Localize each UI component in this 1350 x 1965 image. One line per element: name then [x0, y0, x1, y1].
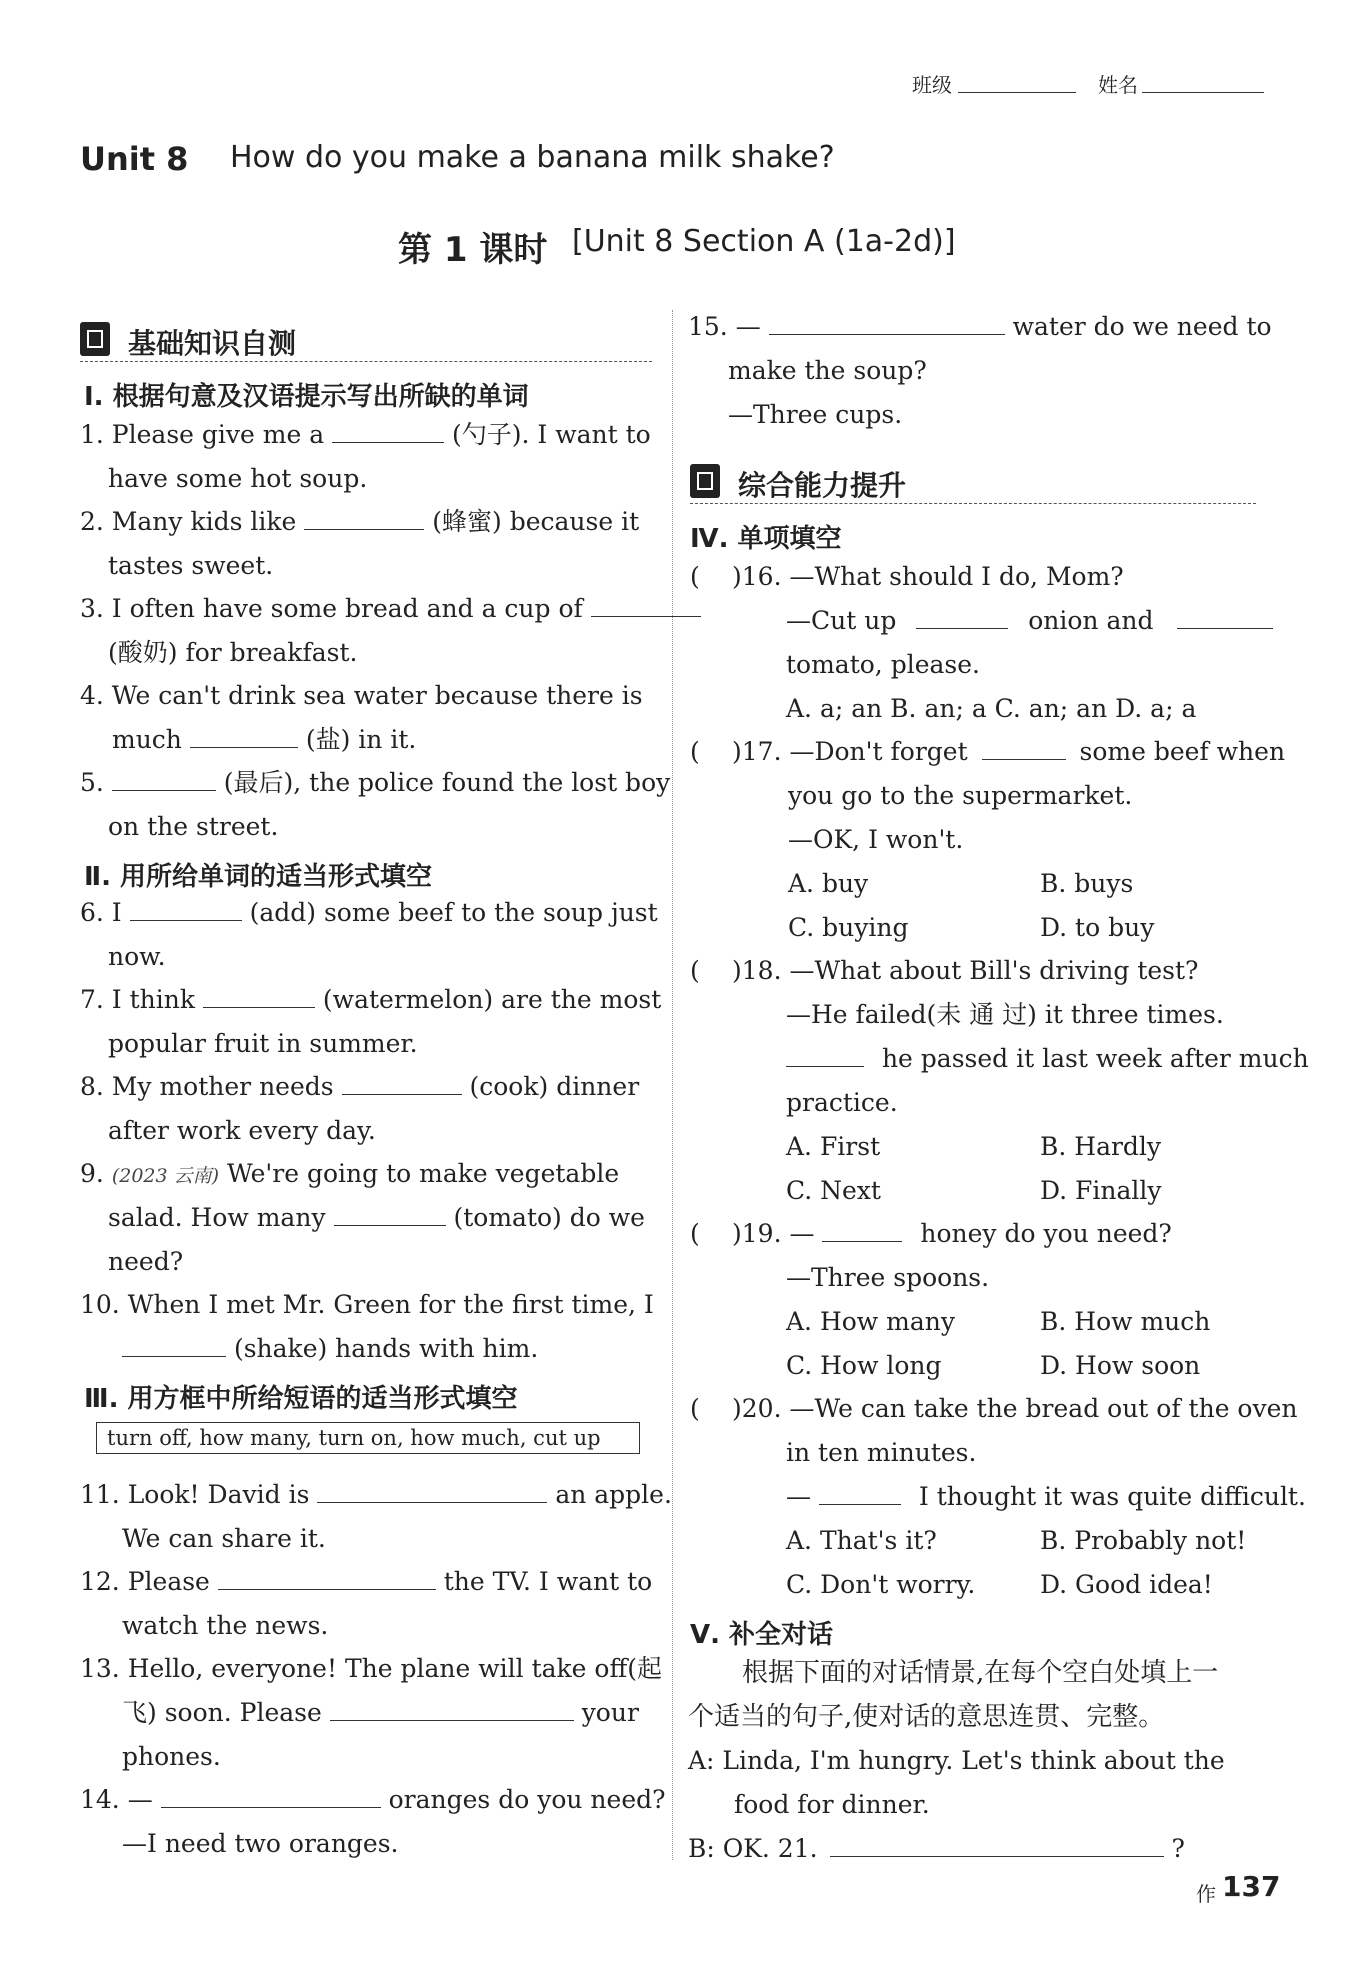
q13-line3: phones.	[122, 1742, 221, 1771]
q17-option-c: C. buying	[788, 913, 909, 942]
q9-blank[interactable]	[334, 1224, 446, 1226]
column-divider	[672, 310, 673, 1860]
q9-text2: salad. How many	[108, 1203, 326, 1232]
q9-line3: need?	[108, 1247, 184, 1276]
q19-text2: honey do you need?	[920, 1219, 1172, 1248]
q17-option-b: B. buys	[1040, 869, 1134, 898]
q10-line2	[122, 1334, 538, 1364]
q17-option-d: D. to buy	[1040, 913, 1155, 942]
q8-line2: after work every day.	[108, 1116, 376, 1145]
q15-line3: —Three cups.	[728, 400, 903, 429]
q21-blank[interactable]	[830, 1855, 1164, 1857]
q13-text2: your	[581, 1698, 639, 1727]
q7-blank[interactable]	[203, 1006, 315, 1008]
q17-paren[interactable]: (	[690, 737, 700, 766]
divider	[80, 360, 652, 362]
phrase-box: turn off, how many, turn on, how much, cut up	[96, 1422, 640, 1454]
q12-text: 12. Please	[80, 1567, 210, 1596]
q14-blank[interactable]	[161, 1806, 381, 1808]
q1-line2: have some hot soup.	[108, 464, 368, 493]
q14-line1	[80, 1785, 666, 1815]
q11-line1	[80, 1480, 672, 1510]
q5-line1	[80, 768, 670, 798]
dialog-a1: A: Linda, I'm hungry. Let's think about the	[688, 1746, 1225, 1775]
part5-title: Ⅴ. 补全对话	[690, 1620, 834, 1650]
q16-blank1[interactable]	[916, 627, 1008, 629]
q20-text: I thought it was quite difficult.	[918, 1482, 1306, 1511]
q14-line2: —I need two oranges.	[122, 1829, 399, 1858]
q17-line2: you go to the supermarket.	[788, 781, 1133, 810]
q13-text: 飞) soon. Please	[122, 1698, 322, 1727]
q15-line1	[688, 312, 1272, 342]
q18-paren[interactable]: (	[690, 956, 700, 985]
q3-line2: (酸奶) for breakfast.	[108, 638, 358, 667]
q20-paren[interactable]: (	[690, 1394, 700, 1423]
q15-blank[interactable]	[769, 333, 1005, 335]
q9-hint: (tomato) do we	[453, 1203, 645, 1232]
q13-blank[interactable]	[330, 1719, 574, 1721]
q11-blank[interactable]	[317, 1501, 547, 1503]
dialog-a2: food for dinner.	[734, 1790, 930, 1819]
q11-line2: We can share it.	[122, 1524, 326, 1553]
q2-blank[interactable]	[304, 528, 424, 530]
q7-line1	[80, 985, 661, 1015]
q19-option-b: B. How much	[1040, 1307, 1211, 1336]
q10-line1: 10. When I met Mr. Green for the first time, I	[80, 1290, 654, 1319]
q1-line1	[80, 420, 651, 450]
q15-text2: water do we need to	[1012, 312, 1272, 341]
q18-line3	[786, 1044, 1309, 1074]
q7-hint: (watermelon) are the most	[322, 985, 662, 1014]
q19-line2: —Three spoons.	[786, 1263, 990, 1292]
q18-option-d: D. Finally	[1040, 1176, 1162, 1205]
section-icon	[80, 322, 110, 356]
q6-hint: (add) some beef to the soup just	[249, 898, 658, 927]
q2-line2: tastes sweet.	[108, 551, 274, 580]
page-prefix: 作	[1196, 1882, 1216, 1906]
q3-blank[interactable]	[591, 615, 701, 617]
q19-line1	[732, 1219, 1172, 1249]
q4-text: much	[112, 725, 182, 754]
q18-text: he passed it last week after much	[881, 1044, 1309, 1073]
q6-line1	[80, 898, 658, 928]
q8-line1	[80, 1072, 639, 1102]
q19-option-a: A. How many	[786, 1307, 955, 1336]
q20-line1: )20. —We can take the bread out of the oven	[732, 1394, 1298, 1423]
q6-text: 6. I	[80, 898, 122, 927]
q17-text2: some beef when	[1079, 737, 1286, 766]
part4-title: Ⅳ. 单项填空	[690, 524, 842, 554]
part1-title: Ⅰ. 根据句意及汉语提示写出所缺的单词	[84, 382, 529, 412]
q11-text: 11. Look! David is	[80, 1480, 310, 1509]
q15-text: 15. —	[688, 312, 761, 341]
q20-line3	[786, 1482, 1306, 1512]
q20-option-a: A. That's it?	[786, 1526, 937, 1555]
q18-option-b: B. Hardly	[1040, 1132, 1162, 1161]
lesson-subtitle: [Unit 8 Section A (1a-2d)]	[572, 224, 956, 259]
unit-title: How do you make a banana milk shake?	[230, 140, 835, 175]
q19-blank[interactable]	[822, 1240, 902, 1242]
q16-paren[interactable]: (	[690, 562, 700, 591]
q20-blank[interactable]	[819, 1503, 901, 1505]
q1-hint: (勺子). I want to	[452, 420, 651, 449]
q17-text: )17. —Don't forget	[732, 737, 968, 766]
section1-title: 基础知识自测	[128, 327, 297, 360]
q20-option-c: C. Don't worry.	[786, 1570, 976, 1599]
q8-hint: (cook) dinner	[469, 1072, 640, 1101]
q13-line2	[122, 1698, 639, 1728]
q14-text2: oranges do you need?	[388, 1785, 666, 1814]
q16-line3: tomato, please.	[786, 650, 980, 679]
q16-line1: )16. —What should I do, Mom?	[732, 562, 1124, 591]
q16-blank2[interactable]	[1177, 627, 1273, 629]
lesson-title: 第 1 课时	[398, 230, 548, 270]
q2-line1	[80, 507, 639, 537]
class-blank[interactable]	[958, 92, 1076, 93]
q19-option-d: D. How soon	[1040, 1351, 1201, 1380]
q3-text: 3. I often have some bread and a cup of	[80, 594, 583, 623]
q9-text: We're going to make vegetable	[226, 1159, 620, 1188]
q8-blank[interactable]	[342, 1093, 462, 1095]
q1-text: 1. Please give me a	[80, 420, 325, 449]
q12-blank[interactable]	[218, 1588, 436, 1590]
q16-line2	[786, 606, 1273, 636]
q3-line1	[80, 594, 701, 624]
dialog-b1	[688, 1834, 1185, 1864]
q16-options: A. a; an B. an; a C. an; an D. a; a	[786, 694, 1197, 723]
q18-blank[interactable]	[786, 1065, 864, 1067]
q17-line3: —OK, I won't.	[788, 825, 964, 854]
q4-line1: 4. We can't drink sea water because there is	[80, 681, 643, 710]
q6-line2: now.	[108, 942, 166, 971]
q7-text: 7. I think	[80, 985, 196, 1014]
q4-line2	[112, 725, 416, 755]
q13-line1: 13. Hello, everyone! The plane will take off(起	[80, 1654, 662, 1683]
q15-line2: make the soup?	[728, 356, 927, 385]
divider	[690, 502, 1256, 504]
q18-line4: practice.	[786, 1088, 898, 1117]
q5-blank[interactable]	[112, 789, 216, 791]
q9-num: 9.	[80, 1159, 104, 1188]
q11-text2: an apple.	[555, 1480, 672, 1509]
page-number: 137	[1222, 1870, 1281, 1903]
q17-option-a: A. buy	[788, 869, 869, 898]
unit-label: Unit 8	[80, 140, 189, 178]
class-label: 班级	[912, 73, 952, 97]
q20-option-d: D. Good idea!	[1040, 1570, 1213, 1599]
q20-dash: —	[786, 1482, 811, 1511]
q20-line2: in ten minutes.	[786, 1438, 977, 1467]
q14-text: 14. —	[80, 1785, 153, 1814]
q5-line2: on the street.	[108, 812, 279, 841]
q18-option-c: C. Next	[786, 1176, 881, 1205]
q5-hint: (最后), the police found the lost boy	[223, 768, 671, 797]
q7-line2: popular fruit in summer.	[108, 1029, 418, 1058]
q20-option-b: B. Probably not!	[1040, 1526, 1247, 1555]
q19-option-c: C. How long	[786, 1351, 942, 1380]
q19-text: )19. —	[732, 1219, 815, 1248]
q5-num: 5.	[80, 768, 104, 797]
q10-hint: (shake) hands with him.	[233, 1334, 539, 1363]
q2-hint: (蜂蜜) because it	[432, 507, 640, 536]
part5-intro1: 根据下面的对话情景,在每个空白处填上一	[742, 1658, 1219, 1688]
q2-text: 2. Many kids like	[80, 507, 297, 536]
q16-text: —Cut up	[786, 606, 897, 635]
q19-paren[interactable]: (	[690, 1219, 700, 1248]
q4-hint: (盐) in it.	[305, 725, 417, 754]
q9-line1	[80, 1159, 619, 1191]
q12-line2: watch the news.	[122, 1611, 329, 1640]
q16-text2: onion and	[1028, 606, 1154, 635]
q18-line2: —He failed(未 通 过) it three times.	[786, 1000, 1224, 1029]
part5-intro2: 个适当的句子,使对话的意思连贯、完整。	[688, 1702, 1165, 1732]
part3-title: Ⅲ. 用方框中所给短语的适当形式填空	[84, 1384, 518, 1414]
section-icon	[690, 464, 720, 498]
q1-blank[interactable]	[332, 441, 444, 443]
q8-text: 8. My mother needs	[80, 1072, 334, 1101]
part2-title: Ⅱ. 用所给单词的适当形式填空	[84, 862, 433, 892]
q9-source: (2023 云南)	[111, 1165, 220, 1187]
q18-option-a: A. First	[786, 1132, 881, 1161]
q17-line1	[732, 737, 1285, 767]
section2-title: 综合能力提升	[738, 469, 907, 502]
q9-line2	[108, 1203, 645, 1233]
q17-blank[interactable]	[982, 758, 1066, 760]
q10-blank[interactable]	[122, 1355, 226, 1357]
q6-blank[interactable]	[130, 919, 242, 921]
dialog-b1-end: ?	[1171, 1834, 1185, 1863]
name-label: 姓名	[1098, 73, 1138, 97]
q18-line1: )18. —What about Bill's driving test?	[732, 956, 1199, 985]
dialog-b1-text: B: OK. 21.	[688, 1834, 818, 1863]
name-blank[interactable]	[1142, 92, 1264, 93]
q12-text2: the TV. I want to	[443, 1567, 653, 1596]
q12-line1	[80, 1567, 652, 1597]
q4-blank[interactable]	[190, 746, 298, 748]
